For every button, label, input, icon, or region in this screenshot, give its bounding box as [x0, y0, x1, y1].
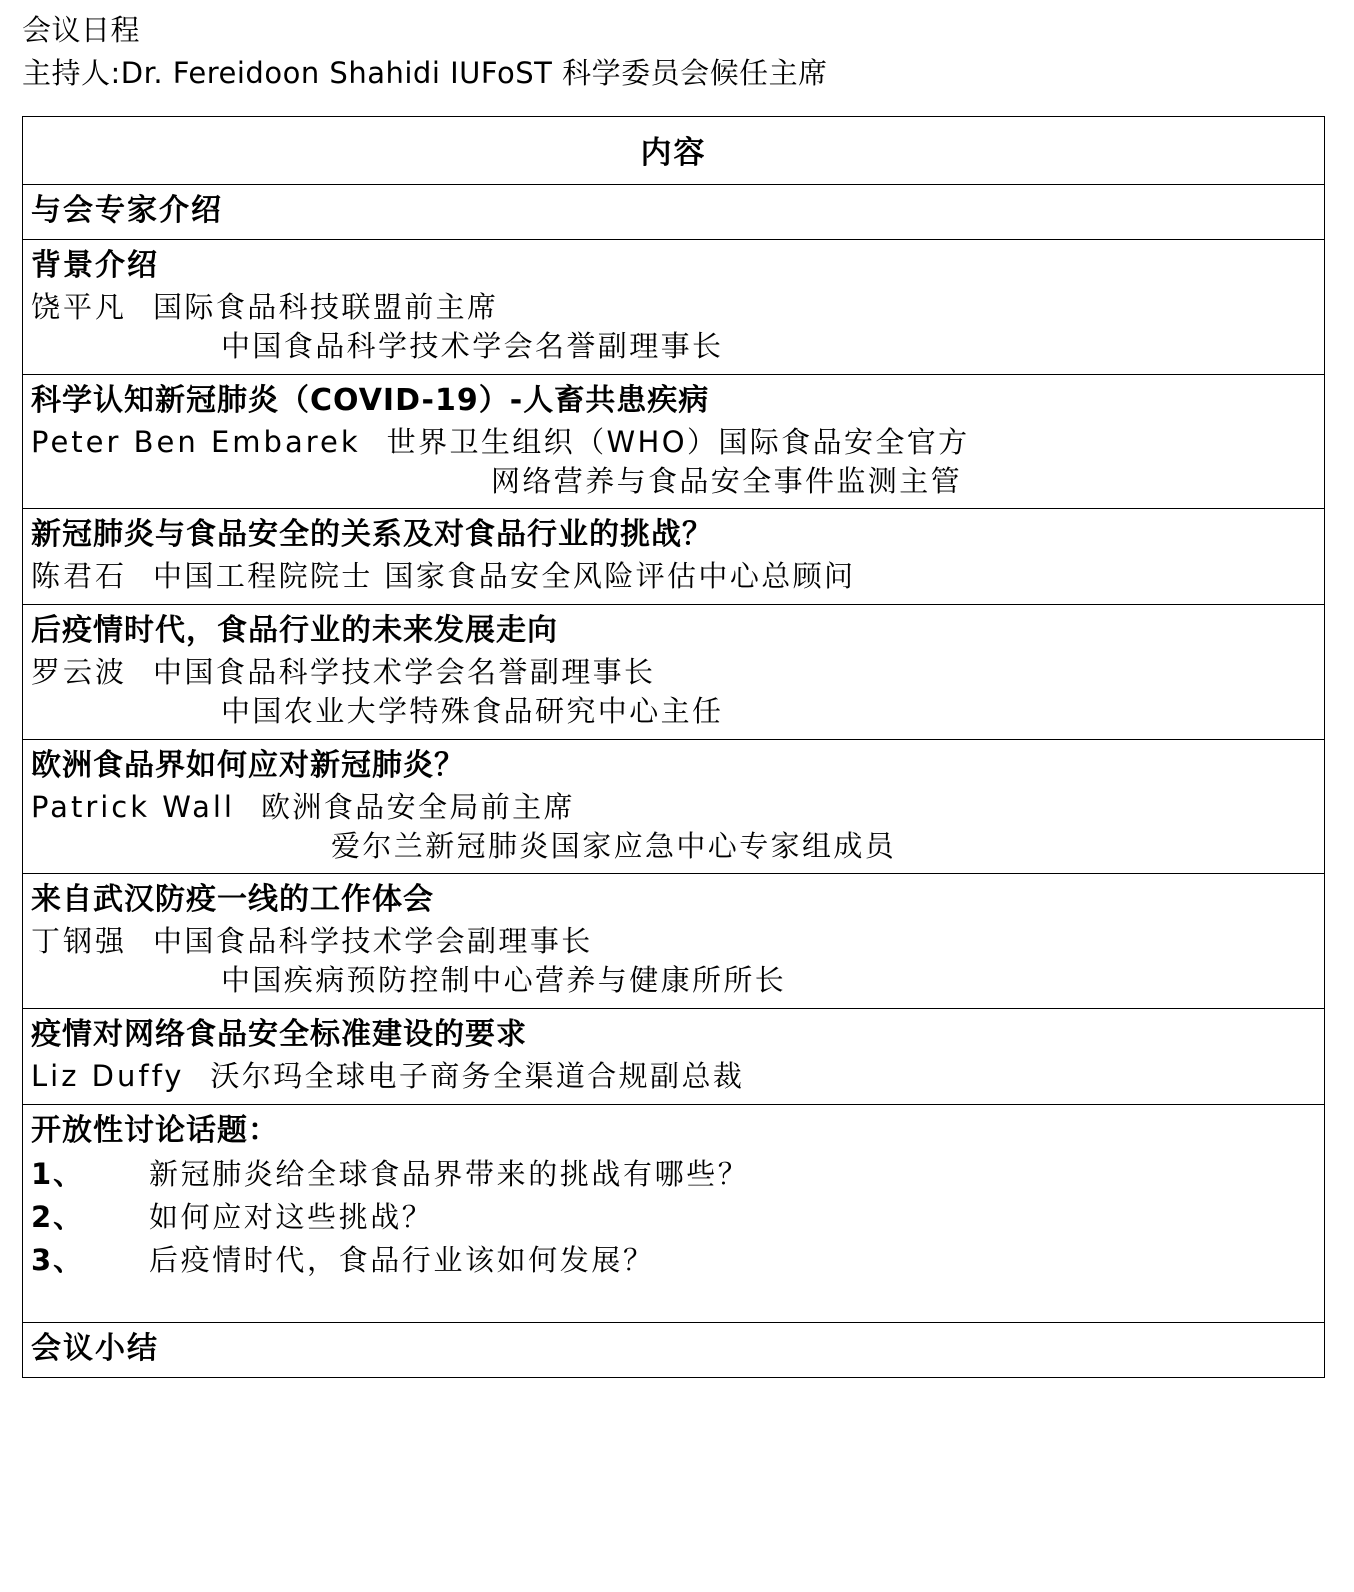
discussion-title: 开放性讨论话题： — [31, 1112, 279, 1148]
discussion-item-text: 新冠肺炎给全球食品界带来的挑战有哪些？ — [149, 1156, 750, 1191]
session-title: 新冠肺炎与食品安全的关系及对食品行业的挑战？ — [31, 517, 713, 553]
speaker-name: 饶平凡 — [31, 290, 128, 325]
speaker-name: Peter Ben Embarek — [31, 424, 361, 459]
session-speaker — [31, 557, 1316, 596]
table-header-row — [23, 117, 1325, 185]
session-speaker — [31, 788, 1316, 827]
session-title: 来自武汉防疫一线的工作体会 — [31, 882, 434, 918]
session-title: 与会专家介绍 — [31, 193, 223, 229]
table-row — [23, 185, 1325, 240]
speaker-name: 陈君石 — [31, 559, 128, 594]
discussion-item — [31, 1198, 1316, 1237]
session-title: 疫情对网络食品安全标准建设的要求 — [31, 1017, 527, 1053]
table-row — [23, 605, 1325, 740]
discussion-item-text: 如何应对这些挑战？ — [149, 1199, 434, 1234]
agenda-cell-food-safety-relation — [23, 509, 1325, 605]
table-row — [23, 240, 1325, 375]
agenda-cell-experts — [23, 185, 1325, 240]
discussion-item-number: 2、 — [31, 1199, 85, 1234]
agenda-cell-covid-science — [23, 374, 1325, 509]
discussion-item-number: 1、 — [31, 1156, 85, 1191]
summary-title: 会议小结 — [31, 1331, 159, 1367]
spacer — [31, 1280, 1316, 1308]
table-row — [23, 1323, 1325, 1378]
speaker-name: 罗云波 — [31, 655, 128, 690]
speaker-name: 丁钢强 — [31, 924, 128, 959]
session-speaker — [31, 922, 1316, 961]
column-header-content: 内容 — [23, 117, 1325, 185]
table-row — [23, 739, 1325, 874]
page-title: 会议日程 — [22, 13, 141, 47]
session-title: 欧洲食品界如何应对新冠肺炎？ — [31, 747, 465, 783]
table-row — [23, 874, 1325, 1009]
speaker-affiliation: 中国食品科学技术学会副理事长 — [153, 924, 593, 959]
speaker-affiliation-2: 爱尔兰新冠肺炎国家应急中心专家组成员 — [331, 828, 897, 863]
table-row — [23, 374, 1325, 509]
speaker-affiliation-2: 中国农业大学特殊食品研究中心主任 — [221, 693, 724, 728]
session-speaker — [31, 653, 1316, 692]
speaker-name: Liz Duffy — [31, 1058, 185, 1093]
session-speaker — [31, 1057, 1316, 1096]
agenda-cell-summary — [23, 1323, 1325, 1378]
session-speaker — [31, 423, 1316, 462]
agenda-table — [22, 116, 1325, 1378]
speaker-affiliation: 沃尔玛全球电子商务全渠道合规副总裁 — [210, 1058, 745, 1093]
speaker-affiliation: 中国食品科学技术学会名誉副理事长 — [153, 655, 656, 690]
session-title: 科学认知新冠肺炎（COVID-19）-人畜共患疾病 — [31, 382, 710, 418]
speaker-name: Patrick Wall — [31, 789, 235, 824]
agenda-cell-online-standards — [23, 1009, 1325, 1105]
session-speaker — [31, 288, 1316, 327]
agenda-cell-europe-response — [23, 739, 1325, 874]
speaker-affiliation: 欧洲食品安全局前主席 — [260, 789, 575, 824]
speaker-affiliation: 国际食品科技联盟前主席 — [153, 290, 499, 325]
discussion-item — [31, 1241, 1316, 1280]
session-title: 后疫情时代，食品行业的未来发展走向 — [31, 613, 558, 649]
discussion-item-number: 3、 — [31, 1242, 85, 1277]
agenda-cell-background — [23, 240, 1325, 375]
table-row — [23, 1104, 1325, 1322]
speaker-affiliation-2: 网络营养与食品安全事件监测主管 — [491, 463, 963, 498]
speaker-affiliation-2: 中国食品科学技术学会名誉副理事长 — [221, 328, 724, 363]
discussion-item-text: 后疫情时代，食品行业该如何发展？ — [149, 1242, 655, 1277]
agenda-cell-open-discussion — [23, 1104, 1325, 1322]
agenda-cell-wuhan-frontline — [23, 874, 1325, 1009]
speaker-affiliation: 世界卫生组织（WHO）国际食品安全官方 — [386, 424, 970, 459]
host-line: 主持人:Dr. Fereidoon Shahidi IUFoST 科学委员会候任主席 — [22, 56, 828, 91]
speaker-affiliation: 中国工程院院士 国家食品安全风险评估中心总顾问 — [153, 559, 856, 594]
table-row — [23, 509, 1325, 605]
session-title: 背景介绍 — [31, 248, 159, 284]
table-row — [23, 1009, 1325, 1105]
agenda-cell-post-pandemic — [23, 605, 1325, 740]
discussion-item — [31, 1155, 1316, 1194]
speaker-affiliation-2: 中国疾病预防控制中心营养与健康所所长 — [221, 963, 787, 998]
